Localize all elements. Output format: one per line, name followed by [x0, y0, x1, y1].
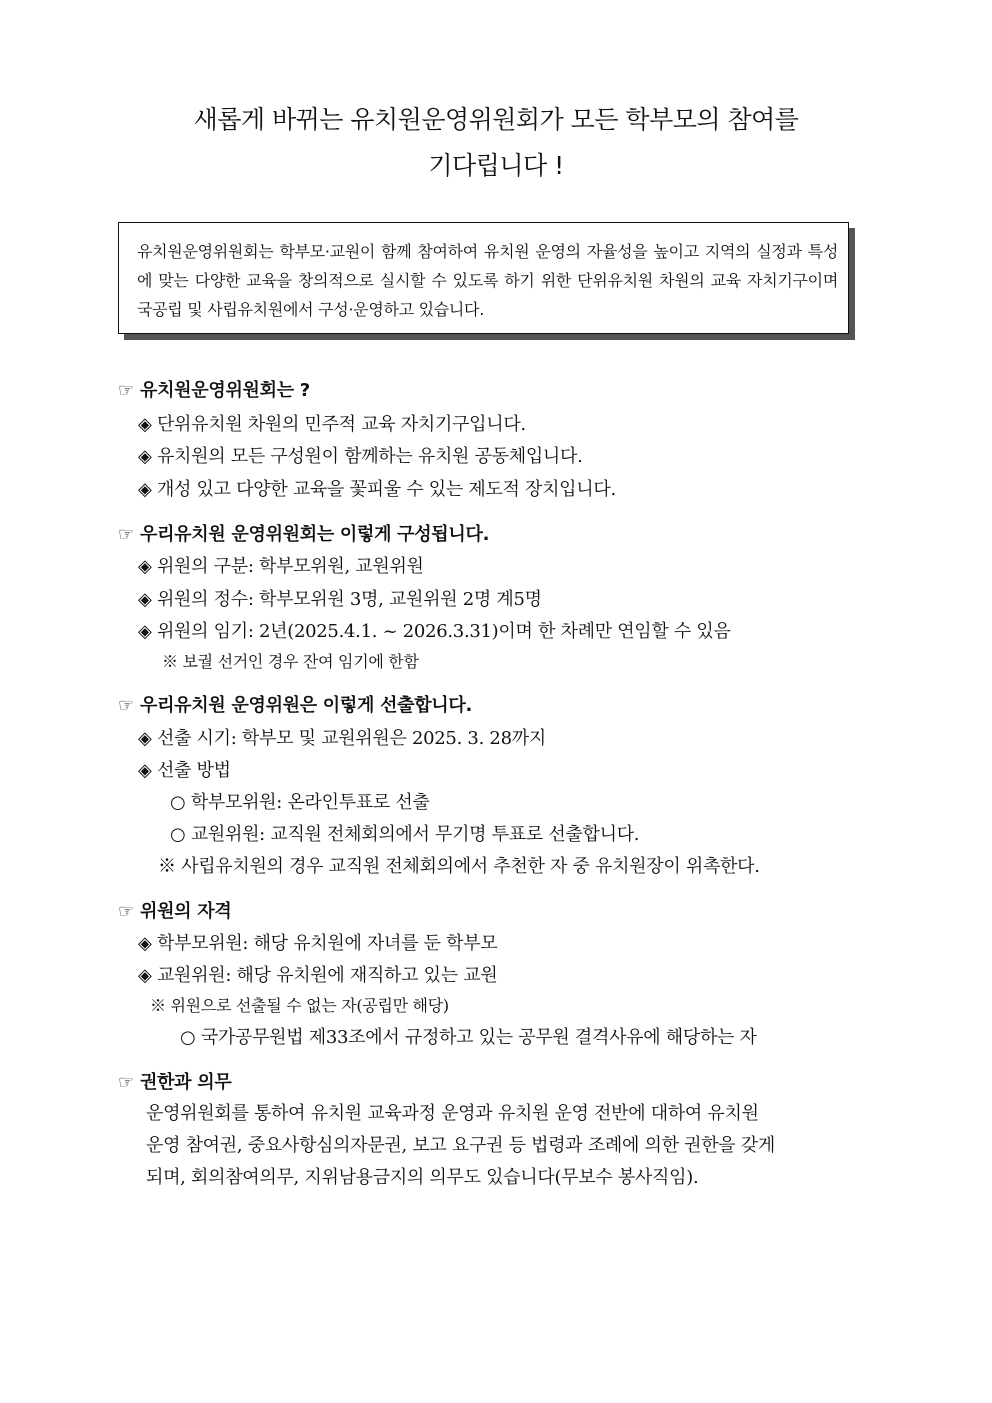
note: ※ 사립유치원의 경우 교직원 전체회의에서 추천한 자 중 유치원장이 위촉한다.	[158, 856, 760, 877]
intro-text: 유치원운영위원회는 학부모·교원이 함께 참여하여 유치원 운영의 자율성을 높이고 지역의 실정과 특성에 맞는 다양한 교육을 창의적으로 실시할 수 있도록 하기 위한 단위유치원 차원의 교육 자치기구이며 국공립 및 사립유치원에서 구성·운영하고 있습니다.	[137, 242, 838, 319]
section-heading-rights	[118, 1068, 231, 1094]
paragraph-line: 운영위원회를 통하여 유치원 교육과정 운영과 유치원 운영 전반에 대하여 유치원	[146, 1103, 759, 1124]
page-title-line1: 새롭게 바뀌는 유치원운영위원회가 모든 학부모의 참여를	[193, 105, 799, 134]
section-heading-about	[118, 376, 310, 402]
list-item: ◈ 학부모위원: 해당 유치원에 자녀를 둔 학부모	[138, 933, 498, 954]
sub-item: ○ 교원위원: 교직원 전체회의에서 무기명 투표로 선출합니다.	[170, 824, 640, 845]
pointing-hand-icon: ☞	[118, 1072, 134, 1093]
list-item: ◈ 위원의 구분: 학부모위원, 교원위원	[138, 556, 424, 577]
note: ※ 위원으로 선출될 수 없는 자(공립만 해당)	[150, 996, 449, 1015]
section-heading-composition	[118, 520, 489, 546]
section-heading-qualification	[118, 897, 231, 923]
section-heading-election	[118, 691, 472, 717]
section-title: 유치원운영위원회는 ?	[140, 380, 310, 401]
list-item: ◈ 유치원의 모든 구성원이 함께하는 유치원 공동체입니다.	[138, 446, 583, 467]
paragraph-line: 되며, 회의참여의무, 지위남용금지의 의무도 있습니다(무보수 봉사직임).	[146, 1167, 699, 1188]
list-item: ◈ 위원의 임기: 2년(2025.4.1. ~ 2026.3.31)이며 한 차례만 연임할 수 있음	[138, 621, 731, 642]
section-title: 우리유치원 운영위원은 이렇게 선출합니다.	[140, 695, 473, 716]
list-item: ◈ 개성 있고 다양한 교육을 꽃피울 수 있는 제도적 장치입니다.	[138, 479, 616, 500]
intro-box	[118, 222, 849, 334]
list-item: ◈ 선출 방법	[138, 760, 231, 781]
section-title: 권한과 의무	[140, 1072, 232, 1093]
list-item: ◈ 위원의 정수: 학부모위원 3명, 교원위원 2명 계5명	[138, 589, 542, 610]
section-title: 위원의 자격	[140, 901, 232, 922]
paragraph-line: 운영 참여권, 중요사항심의자문권, 보고 요구권 등 법령과 조례에 의한 권한을 갖게	[146, 1135, 775, 1156]
page-title-line2: 기다립니다 !	[428, 151, 564, 180]
pointing-hand-icon: ☞	[118, 380, 134, 401]
note: ※ 보궐 선거인 경우 잔여 임기에 한함	[162, 652, 419, 671]
list-item: ◈ 교원위원: 해당 유치원에 재직하고 있는 교원	[138, 965, 498, 986]
sub-item: ○ 국가공무원법 제33조에서 규정하고 있는 공무원 결격사유에 해당하는 자	[180, 1027, 757, 1048]
sub-item: ○ 학부모위원: 온라인투표로 선출	[170, 792, 430, 813]
list-item: ◈ 선출 시기: 학부모 및 교원위원은 2025. 3. 28까지	[138, 728, 546, 749]
section-title: 우리유치원 운영위원회는 이렇게 구성됩니다.	[140, 524, 490, 545]
pointing-hand-icon: ☞	[118, 524, 134, 545]
pointing-hand-icon: ☞	[118, 901, 134, 922]
list-item: ◈ 단위유치원 차원의 민주적 교육 자치기구입니다.	[138, 414, 526, 435]
pointing-hand-icon: ☞	[118, 695, 134, 716]
